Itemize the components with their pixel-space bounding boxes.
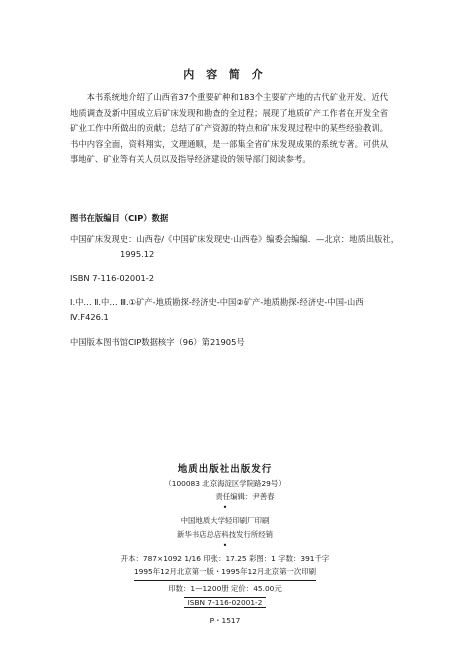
cip-classification: Ⅳ.F426.1 bbox=[70, 312, 109, 322]
summary-paragraph: 本书系统地介绍了山西省37个重要矿种和183个主要矿产地的古代矿业开发、近代地质调查及新中国成立后矿床发现和勘查的全过程；展现了地质矿产工作者在开发全省矿业工作中所做出的贡献；总结了矿产资源的特点和矿床发现过程中的某些经验教训。书中内容全面，资料翔实，文理通顺，是一部集全省矿床发现成果的系统专著。可供从事地矿、矿业等有关人员以及指导经济建设的领导部门阅读参考。 bbox=[70, 92, 388, 164]
cip-record-line: 中国矿床发现史：山西卷/《中国矿床发现史·山西卷》编委会编编．—北京：地质出版社， bbox=[70, 234, 400, 244]
colophon-isbn: ISBN 7-116-02001-2 bbox=[184, 597, 267, 608]
cip-title: 图书在版编目（CIP）数据 bbox=[70, 213, 169, 223]
summary-heading: 内 容 简 介 bbox=[183, 68, 267, 81]
cip-subject-line: Ⅰ.中… Ⅱ.中… Ⅲ.①矿产-地质勘探-经济史-中国②矿产-地质勘探-经济史-中国-山西 bbox=[70, 297, 364, 307]
publisher-name: 地质出版社出版发行 bbox=[177, 464, 273, 475]
cip-data-number: 中国版本图书馆CIP数据核字（96）第21905号 bbox=[70, 337, 245, 347]
print-run-and-price: 印数：1—1200册 定价：45.00元 bbox=[168, 584, 282, 593]
responsible-editor: 责任编辑：尹善春 bbox=[215, 492, 275, 501]
divider-rule bbox=[134, 580, 316, 581]
book-specs: 开本：787×1092 1/16 印张：17.25 彩图：1 字数：391千字 bbox=[120, 554, 330, 563]
cip-isbn: ISBN 7-116-02001-2 bbox=[70, 273, 155, 283]
cip-record-date: 1995.12 bbox=[120, 249, 155, 259]
publisher-address: （100083 北京海淀区学院路29号） bbox=[164, 479, 286, 488]
separator-dot: • bbox=[222, 503, 228, 512]
distributor-name: 新华书店总店科技发行所经销 bbox=[176, 530, 274, 539]
printer-name: 中国地质大学轻印刷厂印刷 bbox=[180, 516, 270, 525]
catalog-code: P・1517 bbox=[209, 616, 241, 625]
colophon-isbn-row bbox=[0, 597, 450, 608]
separator-dot: • bbox=[222, 541, 228, 550]
edition-info: 1995年12月北京第一版・1995年12月北京第一次印刷 bbox=[133, 567, 317, 576]
